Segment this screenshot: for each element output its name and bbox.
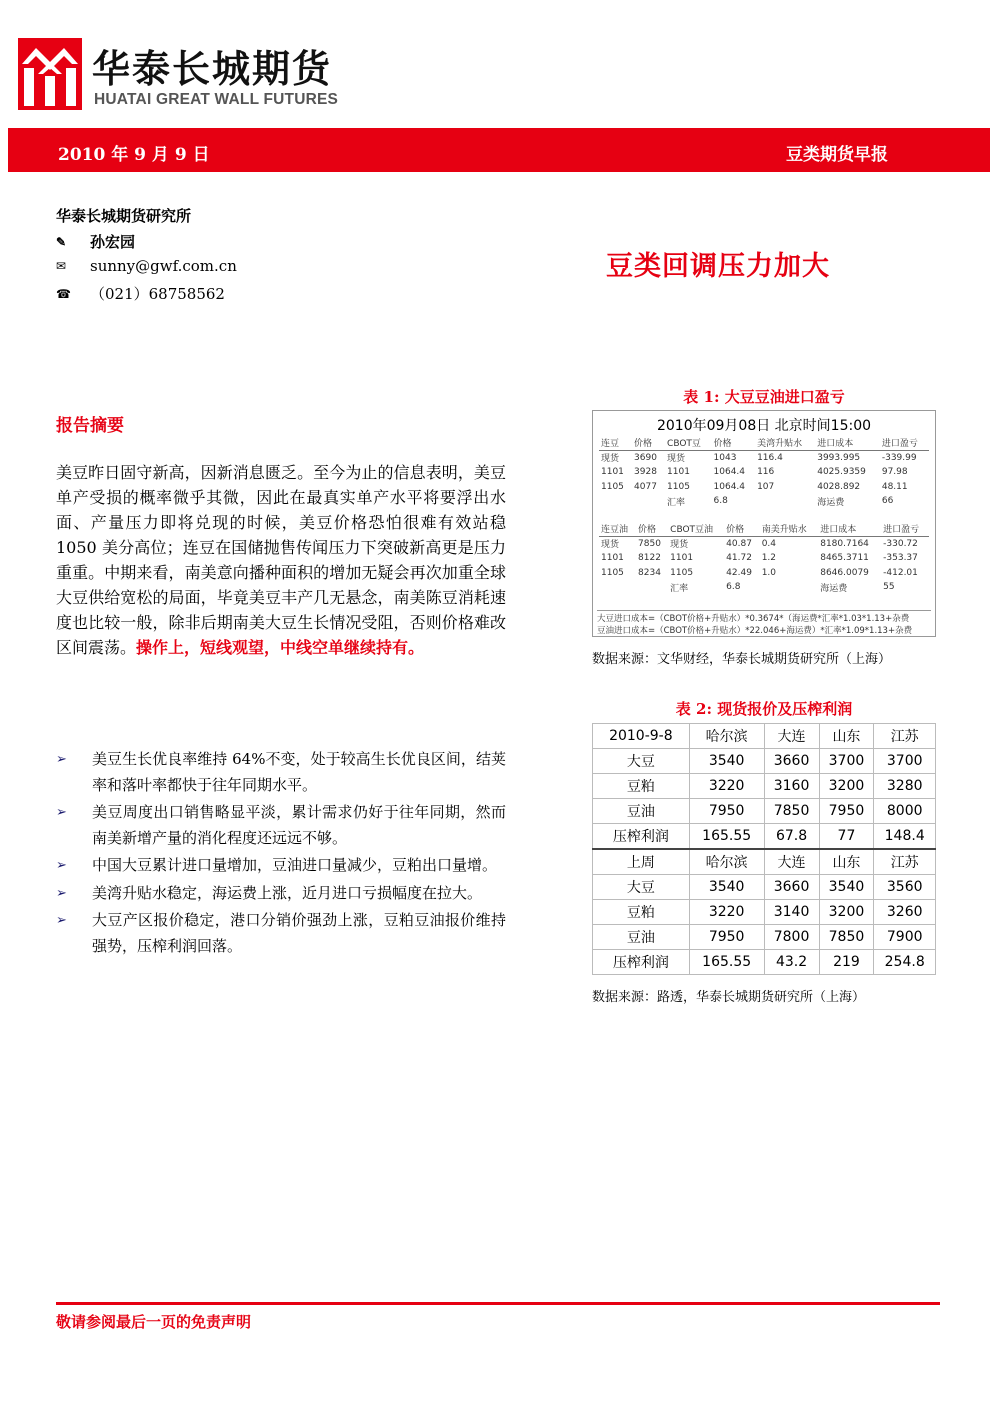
- table-cell: -339.99: [881, 452, 917, 463]
- table-cell: 3540: [689, 749, 764, 774]
- table-header-row: [599, 435, 929, 450]
- table-cell: 7950: [689, 799, 764, 824]
- table-cell: 3660: [764, 749, 819, 774]
- table-row: [599, 580, 929, 595]
- table-row: [593, 799, 936, 824]
- header-cell: 进口成本: [818, 521, 881, 536]
- author-phone: （021）68758562: [90, 285, 225, 303]
- table-cell: 40.87: [726, 538, 752, 549]
- table-cell: 219: [819, 950, 874, 975]
- disclaimer-note: 敬请参阅最后一页的免责声明: [56, 1313, 252, 1331]
- table-row: [599, 480, 929, 495]
- table-cell: 8122: [638, 553, 661, 564]
- table-cell: 现货: [667, 454, 686, 465]
- table-row: [593, 774, 936, 799]
- table-cell: 1064.4: [713, 467, 746, 478]
- import-profit-table: [592, 410, 936, 637]
- research-org: 华泰长城期货研究所: [56, 207, 192, 225]
- list-item: ➢ 大豆产区报价稳定，港口分销价强劲上涨，豆粕豆油报价维持强势，压榨利润回落。: [56, 908, 506, 959]
- author-email[interactable]: sunny@gwf.com.cn: [90, 257, 237, 275]
- table-cell: 大连: [764, 724, 819, 749]
- header-cell: 连豆油: [599, 521, 636, 536]
- table1-footnote: [597, 610, 931, 637]
- table-cell: 山东: [819, 724, 874, 749]
- table-cell: 压榨利润: [593, 824, 690, 850]
- table-cell: 汇率: [667, 497, 686, 508]
- table-row: [599, 465, 929, 480]
- table-cell: 豆粕: [593, 774, 690, 799]
- header-cell: 价格: [712, 435, 756, 450]
- table-cell: 3700: [819, 749, 874, 774]
- table-cell: 山东: [819, 849, 874, 875]
- table-cell: 3560: [874, 875, 936, 900]
- table-row: [593, 824, 936, 850]
- list-item: ➢ 美湾升贴水稳定，海运费上涨，近月进口亏损幅度在拉大。: [56, 881, 506, 907]
- table-cell: 3540: [819, 875, 874, 900]
- report-title: 豆类期货早报: [786, 145, 888, 165]
- table-cell: 8646.0079: [820, 567, 869, 578]
- table-cell: 42.49: [726, 567, 752, 578]
- table-row: [593, 900, 936, 925]
- headline: 豆类回调压力加大: [606, 251, 830, 282]
- table-cell: 3280: [874, 774, 936, 799]
- table-cell: 3220: [689, 900, 764, 925]
- table-cell: 3160: [764, 774, 819, 799]
- table-cell: 67.8: [764, 824, 819, 850]
- table-cell: 116: [757, 467, 775, 478]
- table-cell: 2010-9-8: [593, 724, 690, 749]
- table-cell: 现货: [601, 540, 620, 551]
- table-cell: 7850: [638, 538, 661, 549]
- table-cell: 压榨利润: [593, 950, 690, 975]
- table-cell: 3260: [874, 900, 936, 925]
- table-cell: 现货: [601, 454, 620, 465]
- table-cell: 大连: [764, 849, 819, 875]
- table-cell: 豆油: [593, 799, 690, 824]
- author-row: [56, 231, 135, 252]
- header-cell: 价格: [632, 435, 665, 450]
- table-cell: 3993.995: [817, 452, 861, 463]
- table-cell: 3540: [689, 875, 764, 900]
- table-cell: 1101: [670, 553, 694, 564]
- table-cell: 大豆: [593, 749, 690, 774]
- table-cell: 3660: [764, 875, 819, 900]
- summary-body: [56, 460, 506, 660]
- table-cell: [755, 494, 815, 509]
- table-cell: 1105: [601, 567, 624, 578]
- table-cell: 大豆: [593, 875, 690, 900]
- arrow-bullet-icon: ➢: [56, 913, 67, 928]
- brand-name-en: HUATAI GREAT WALL FUTURES: [94, 91, 339, 108]
- table-cell: 3700: [874, 749, 936, 774]
- header-cell: 价格: [636, 521, 668, 536]
- header-cell: CBOT豆: [665, 435, 711, 450]
- table-row: [599, 551, 929, 566]
- author-name: 孙宏园: [90, 233, 136, 251]
- table-cell: 4077: [634, 481, 657, 492]
- header-cell: 进口盈亏: [881, 521, 929, 536]
- oil-import-grid: [599, 521, 929, 595]
- table-cell: 7800: [764, 925, 819, 950]
- table-row: [599, 450, 929, 465]
- table-cell: 现货: [670, 540, 689, 551]
- table-cell: 3200: [819, 900, 874, 925]
- table-cell: 3690: [634, 452, 657, 463]
- table-cell: 3140: [764, 900, 819, 925]
- table-cell: 哈尔滨: [689, 849, 764, 875]
- table-cell: 7900: [874, 925, 936, 950]
- key-points-list: [56, 747, 506, 961]
- table-header-row: [593, 724, 936, 749]
- table-cell: 3200: [819, 774, 874, 799]
- table-cell: 0.4: [761, 538, 777, 549]
- table-cell: 107: [757, 481, 775, 492]
- table-cell: 1043: [713, 452, 737, 463]
- table-row: [599, 494, 929, 509]
- list-item: ➢ 美豆生长优良率维持 64%不变，处于较高生长优良区间，结荚率和落叶率都快于往年同期水平。: [56, 747, 506, 798]
- table-cell: [636, 580, 668, 595]
- table-cell: 77: [819, 824, 874, 850]
- table-cell: 1.2: [761, 553, 777, 564]
- table-cell: 7950: [819, 799, 874, 824]
- table-cell: 1105: [670, 567, 694, 578]
- header-cell: 南美升贴水: [760, 521, 819, 536]
- list-item: ➢ 美豆周度出口销售略显平淡，累计需求仍好于往年同期，然而南美新增产量的消化程度还远远不够。: [56, 800, 506, 851]
- header-cell: 价格: [724, 521, 760, 536]
- table2-source: 数据来源：路透，华泰长城期货研究所（上海）: [592, 990, 866, 1005]
- table-cell: 1101: [667, 467, 690, 478]
- table-cell: 97.98: [881, 467, 908, 478]
- table-row: [593, 749, 936, 774]
- table-row: [593, 925, 936, 950]
- list-item: ➢ 中国大豆累计进口量增加，豆油进口量减少，豆粕出口量增。: [56, 853, 506, 879]
- header-cell: CBOT豆油: [668, 521, 724, 536]
- table-header-row: [599, 521, 929, 536]
- table-cell: 江苏: [874, 849, 936, 875]
- arrow-bullet-icon: ➢: [56, 752, 67, 767]
- table-header-row: [593, 849, 936, 875]
- table-cell: 43.2: [764, 950, 819, 975]
- soy-import-grid: [599, 435, 929, 509]
- table-cell: 8000: [874, 799, 936, 824]
- arrow-bullet-icon: ➢: [56, 858, 67, 873]
- table-cell: 1101: [601, 467, 624, 478]
- table-cell: -353.37: [883, 553, 918, 564]
- footnote-line: 豆油进口成本=（CBOT价格+升贴水）*22.046+海运费）*汇率*1.09*1.13+杂费: [597, 626, 913, 636]
- table1-caption: 表 1: 大豆豆油进口盈亏: [683, 388, 845, 406]
- table-cell: 汇率: [670, 583, 689, 594]
- company-logo: [18, 38, 82, 110]
- table-cell: 8180.7164: [820, 538, 869, 549]
- brand-name-cn: 华泰长城期货: [92, 47, 333, 91]
- table-cell: [632, 494, 665, 509]
- table-row: [599, 566, 929, 581]
- footnote-line: 大豆进口成本=（CBOT价格+升贴水）*0.3674*（海运费*汇率*1.03*1.13+杂费: [597, 614, 910, 624]
- mail-icon: ✉: [56, 259, 67, 273]
- table2-caption: 表 2: 现货报价及压榨利润: [675, 700, 853, 718]
- table-cell: 116.4: [757, 452, 783, 463]
- header-cell: 进口盈亏: [880, 435, 929, 450]
- summary-heading: 报告摘要: [56, 416, 124, 436]
- summary-text: 美豆昨日固守新高，因新消息匮乏。至今为止的信息表明，美豆单产受损的概率微乎其微，因此在最真实单产水平将要浮出水面、产量压力即将兑现的时候，美豆价格恐怕很难有效站稳 1050 美分高位；连豆在国储抛售传闻压力下突破新高更是压力重重。中期来看，南美意向播种面积的增加无疑会再次加重全球大豆供给宽松的局面，毕竟美豆丰产几无悬念，南美陈豆消耗速度也比较一般，除非后期南美大豆生长情况受阻，否则价格难改区间震荡。: [56, 463, 506, 657]
- table-row: [593, 950, 936, 975]
- table-cell: 3928: [634, 467, 657, 478]
- table1-heading: 2010年09月08日 北京时间15:00: [656, 418, 872, 434]
- header-cell: 美湾升贴水: [755, 435, 815, 450]
- spot-price-table: [592, 723, 936, 975]
- email-row: [56, 257, 237, 275]
- table-cell: 豆油: [593, 925, 690, 950]
- table-cell: -330.72: [883, 538, 918, 549]
- footer-divider: [56, 1302, 940, 1305]
- table-cell: [760, 580, 819, 595]
- table-cell: 哈尔滨: [689, 724, 764, 749]
- table1-source: 数据来源：文华财经，华泰长城期货研究所（上海）: [592, 652, 892, 667]
- table-cell: 上周: [593, 849, 690, 875]
- header-cell: 进口成本: [815, 435, 880, 450]
- table-cell: 55: [883, 582, 895, 593]
- phone-row: [56, 283, 225, 304]
- table-cell: 7850: [764, 799, 819, 824]
- table-cell: 165.55: [689, 824, 764, 850]
- phone-icon: ☎: [56, 287, 71, 301]
- table-cell: 48.11: [881, 481, 908, 492]
- arrow-bullet-icon: ➢: [56, 805, 67, 820]
- table-cell: 1105: [667, 481, 690, 492]
- report-date: 2010 年 9 月 9 日: [58, 145, 210, 165]
- table-cell: 江苏: [874, 724, 936, 749]
- table-cell: 7850: [819, 925, 874, 950]
- table-cell: 66: [881, 496, 894, 507]
- table-cell: 41.72: [726, 553, 752, 564]
- table-cell: [599, 580, 636, 595]
- table-cell: 8465.3711: [820, 553, 869, 564]
- table-cell: [599, 494, 632, 509]
- table-cell: 1101: [601, 553, 624, 564]
- table-cell: 豆粕: [593, 900, 690, 925]
- table-cell: 8234: [638, 567, 661, 578]
- pen-icon: ✎: [56, 235, 67, 249]
- summary-highlight: 操作上，短线观望，中线空单继续持有。: [136, 638, 425, 657]
- table-cell: 海运费: [820, 583, 848, 594]
- table-cell: 海运费: [817, 497, 845, 508]
- header-cell: 连豆: [599, 435, 632, 450]
- table-cell: 148.4: [874, 824, 936, 850]
- table-cell: 1064.4: [713, 481, 746, 492]
- table-cell: 6.8: [726, 582, 741, 593]
- table-cell: 6.8: [713, 496, 728, 507]
- table-cell: 254.8: [874, 950, 936, 975]
- table-row: [599, 536, 929, 551]
- table-cell: 3220: [689, 774, 764, 799]
- table-cell: 1.0: [761, 567, 777, 578]
- table-cell: 7950: [689, 925, 764, 950]
- table-cell: -412.01: [883, 567, 918, 578]
- arrow-bullet-icon: ➢: [56, 885, 67, 901]
- table-cell: 1105: [601, 481, 624, 492]
- table-cell: 4025.9359: [817, 467, 866, 478]
- table-cell: 4028.892: [817, 481, 861, 492]
- table-cell: 165.55: [689, 950, 764, 975]
- table-row: [593, 875, 936, 900]
